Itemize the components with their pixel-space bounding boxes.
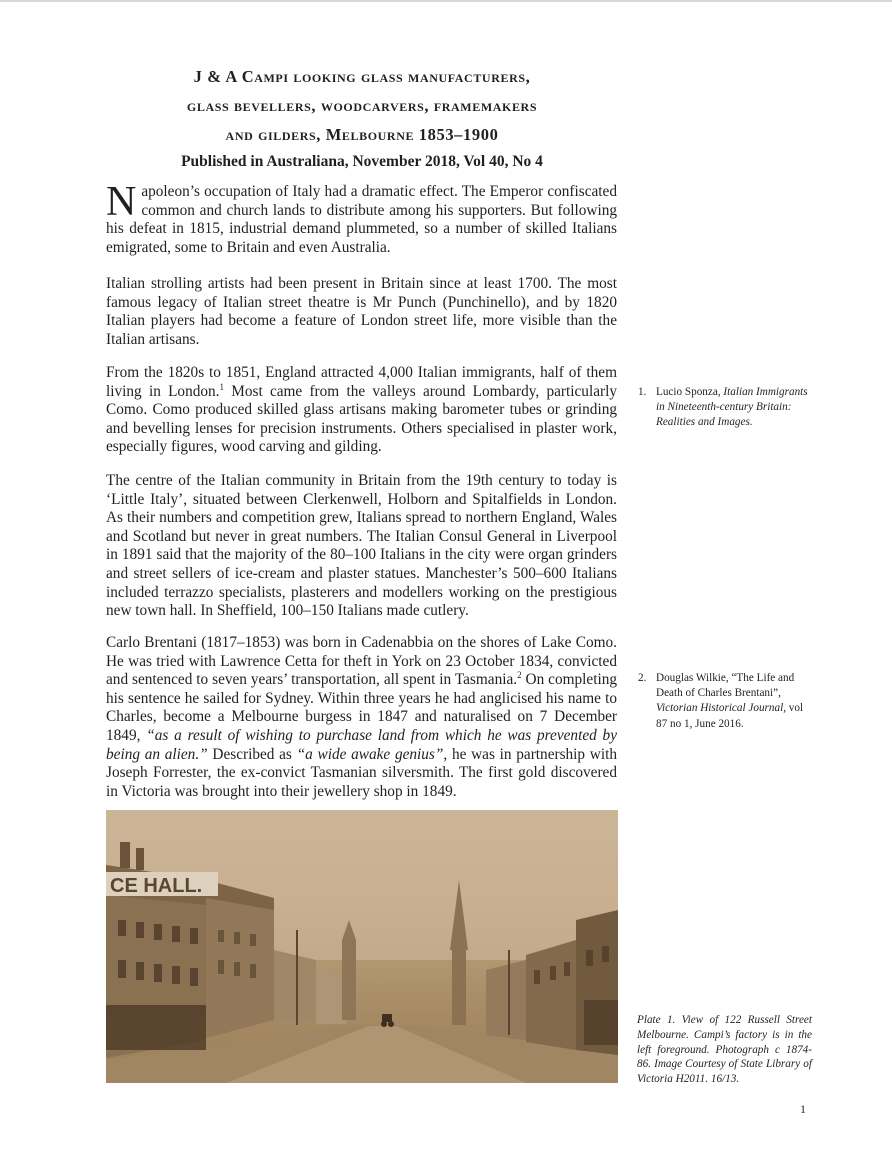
paragraph-5 xyxy=(106,634,617,801)
paragraph-2-text: Italian strolling artists had been present in Britain since at least 1700. The most famous legacy of Italian street theatre is Mr Punch (Punchinello), and by 1820 Italian players had become a feature of London street life, more visible than the Italian artisans. xyxy=(106,275,617,348)
photo-caption: Plate 1. View of 122 Russell Street Melbourne. Campi’s factory is in the left foreground. Photograph c 1874-86. Image Courtesy of State Library of Victoria H2011. 16/13. xyxy=(637,1014,812,1086)
street-photograph xyxy=(106,810,618,1083)
footnote-1 xyxy=(638,385,816,431)
paragraph-4 xyxy=(106,472,617,621)
footnote-ref-1: 1 xyxy=(219,381,224,392)
paragraph-3-text-b: Most came from the valleys around Lombardy, particularly Como. Como produced skilled glass artisans making barometer tubes or grinding and bevelling lenses for precision instruments. Others specialised in plaster work, especially figures, wood carving and gilding. xyxy=(106,382,617,456)
footnote-2-journal: Victorian Historical Journal, xyxy=(656,702,786,715)
article-title-block xyxy=(106,62,618,175)
footnote-2-author: Douglas Wilkie, “The Life and Death of Charles Brentani”, xyxy=(656,672,795,700)
paragraph-1 xyxy=(106,179,617,257)
paragraph-3-text-a: From the 1820s to 1851, England attracted 4,000 Italian immigrants, half of them living in London. xyxy=(106,364,617,400)
footnote-2-details: vol 87 no 1, June 2016. xyxy=(656,702,804,730)
hall-sign-text: CE HALL. xyxy=(110,875,203,897)
footnote-ref-2: 2 xyxy=(517,670,522,681)
footnote-1-number: 1. xyxy=(638,386,647,398)
publication-info: Published in Australiana, November 2018, Vol 40, No 4 xyxy=(181,153,543,170)
quote-naturalisation: “as a result of wishing to purchase land from which he was prevented by being an alien.” xyxy=(106,726,617,763)
footnote-1-author: Lucio Sponza, xyxy=(656,386,724,398)
paragraph-5-text-b: On completing his sentence he sailed for Sydney. Within three years he had anglicised his name to Charles, become a Melbourne burgess in 1847 and naturalised on 7 December 1849, xyxy=(106,671,617,744)
paragraph-5-text-c: Described as xyxy=(207,745,297,763)
footnote-2-number: 2. xyxy=(638,672,647,684)
paragraph-1-text: apoleon’s occupation of Italy had a dramatic effect. The Emperor confiscated common and church lands to distribute among his supporters. But following his defeat in 1815, industrial demand plummeted, so a number of skilled Italians emigrated, some to Britain and even Australia. xyxy=(106,183,617,256)
street-scene-illustration xyxy=(106,810,618,1083)
paragraph-4-text: The centre of the Italian community in Britain from the 19th century to today is ‘Little Italy’, situated between Clerkenwell, Holborn and Spitalfields in London. As their numbers and competition grew, Italians spread to northern England, Wales and Scotland but never in great numbers. The Italian Consul General in Liverpool in 1891 said that the majority of the 80–100 Italians in the city were organ grinders and street sellers of ice-cream and plaster statues. Manchester’s 500–600 Italians included terrazzo specialists, plasterers and modellers working on the prestigious new town hall. In Sheffield, 100–150 Italians made cutlery. xyxy=(106,472,617,620)
footnote-1-title: Italian Immigrants in Nineteenth-century Britain: Realities and Images. xyxy=(656,386,808,429)
title-line-1: J & A Campi looking glass manufacturers, xyxy=(193,67,531,86)
quote-genius: “a wide awake genius” xyxy=(296,745,444,763)
drop-cap: N xyxy=(106,179,137,225)
top-border-line xyxy=(0,0,892,2)
title-line-3: and gilders, Melbourne 1853–1900 xyxy=(225,125,499,144)
title-line-2: glass bevellers, woodcarvers, framemakers xyxy=(186,96,538,115)
paragraph-5-text-a: Carlo Brentani (1817–1853) was born in Cadenabbia on the shores of Lake Como. He was tried with Lawrence Cetta for theft in York on 23 October 1834, convicted and sentenced to seven years’ transportation, all spent in Tasmania. xyxy=(106,634,617,689)
footnote-2 xyxy=(638,671,816,732)
paragraph-3 xyxy=(106,364,617,457)
page-number: 1 xyxy=(800,1102,806,1116)
paragraph-5-text-d: , he was in partnership with Joseph Forrester, the ex-convict Tasmanian silversmith. The first gold discovered in Victoria was brought into their jewellery shop in 1849. xyxy=(106,745,617,800)
paragraph-2 xyxy=(106,275,617,349)
